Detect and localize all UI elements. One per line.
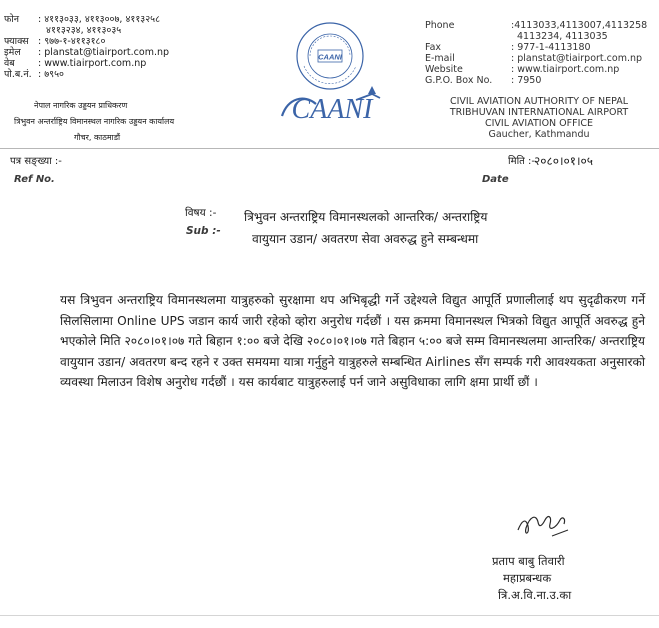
org-line3-np: गौचर, काठमाडौं [74, 133, 121, 142]
web-label-np: वेब [4, 58, 15, 69]
signature-scribble-icon [512, 508, 582, 542]
logo-wordmark: CAANI [291, 94, 373, 125]
gpo-value-en: : 7950 [511, 75, 542, 86]
website-value-en: : www.tiairport.com.np [511, 64, 620, 75]
ref-no-label-np: पत्र सङ्ख्या :- [10, 156, 62, 167]
org-line1-en: CIVIL AVIATION AUTHORITY OF NEPAL [449, 96, 629, 107]
caan-emblem-icon [268, 20, 398, 132]
subject-line2: वायुयान उडान/ अवतरण सेवा अवरुद्ध हुने सम्बन्धमा [252, 232, 479, 246]
subject-label-np: विषय :- [185, 207, 217, 219]
footer-line [0, 615, 659, 616]
left-contact-block [4, 14, 169, 80]
org-line2-np: त्रिभुवन अन्तर्राष्ट्रिय विमानस्थल नागरिक उड्डयन कार्यालय [14, 117, 175, 126]
subject-label-en: Sub :- [186, 225, 221, 237]
fax-label-np: फ्याक्स [4, 36, 29, 47]
signatory-name: प्रताप बाबु तिवारी [492, 554, 565, 568]
logo-badge-text: CAANI [318, 52, 342, 62]
web-value-np: : www.tiairport.com.np [38, 58, 147, 69]
org-line3-en: CIVIL AVIATION OFFICE [484, 118, 594, 129]
subject-line1: त्रिभुवन अन्तराष्ट्रिय विमानस्थलको आन्तरिक/ अन्तराष्ट्रिय [244, 210, 488, 224]
phone-label-en: Phone [425, 20, 455, 31]
date-value: २०८०।०१।०५ [534, 154, 594, 168]
org-line2-en: TRIBHUVAN INTERNATIONAL AIRPORT [449, 107, 629, 118]
date-label-np: मिति :- [508, 156, 536, 167]
header-divider [0, 148, 659, 149]
email-label-en: E-mail [425, 53, 455, 64]
fax-label-en: Fax [425, 42, 442, 53]
fax-value-en: : 977-1-4113180 [511, 42, 591, 53]
signatory-office: त्रि.अ.वि.ना.उ.का [498, 588, 572, 602]
body-paragraph: यस त्रिभुवन अन्तराष्ट्रिय विमानस्थलमा यात्रुहरुको सुरक्षामा थप अभिबृद्धी गर्ने उद्देश्यले विद्युत आपूर्ति प्रणालीलाई थप सुदृढीकरण गर्ने सिलसिलामा Online UPS जडान कार्य जारी रहेको व्होरा अनुरोध गर्दछौं । यस क्रममा विमानस्थल भित्रको विद्युत आपूर्ति अवरुद्ध हुने भएकोले मिति २०८०।०१।०७ गते बिहान १:०० बजे देखि २०८०।०१।०७ गते बिहान ५:०० बजे सम्म विमानस्थलमा आन्तरिक/ अन्तराष्ट्रिय वायुयान उडान/ अवतरण बन्द रहने र उक्त समयमा यात्रा गर्नुहुने यात्रुहरुले सम्बन्धित Airlines सँग सम्पर्क गरी आवश्यकता अनुसारको व्यवस्था मिलाउन विशेष अनुरोध गर्दछौं । यस कार्यबाट यात्रुहरुलाई पर्न जाने असुविधाका लागि क्षमा प्रार्थी छौं । [60, 293, 645, 390]
phone-value-np-2: ४११३२३४, ४११३०३५ [46, 25, 122, 36]
handwritten-signature [512, 508, 582, 542]
date-label-en: Date [482, 174, 509, 185]
phone-value-en-2: 4113234, 4113035 [517, 31, 608, 42]
phone-label-np: फोन [4, 14, 20, 25]
signatory-title: महाप्रबन्धक [503, 571, 552, 585]
phone-value-en: :4113033,4113007,4113258 [511, 20, 648, 31]
email-label-np: इमेल [4, 47, 21, 58]
website-label-en: Website [425, 64, 463, 75]
ref-no-label-en: Ref No. [14, 174, 55, 185]
fax-value-np: : ९७७-१-४११३१८० [38, 36, 106, 47]
po-label-np: पो.ब.नं. [4, 69, 32, 80]
email-value-np: : planstat@tiairport.com.np [38, 47, 170, 58]
caan-logo [268, 20, 398, 132]
org-line1-np: नेपाल नागरिक उड्डयन प्राधिकरण [34, 101, 128, 110]
po-value-np: : ७९५० [38, 69, 64, 80]
org-name-en [420, 96, 658, 140]
org-line4-en: Gaucher, Kathmandu [488, 129, 590, 140]
right-contact-block [425, 20, 655, 86]
gpo-label-en: G.P.O. Box No. [425, 75, 493, 86]
phone-value-np: : ४११३०३३, ४११३००७, ४११३२५८ [38, 14, 161, 25]
email-value-en: : planstat@tiairport.com.np [511, 53, 643, 64]
